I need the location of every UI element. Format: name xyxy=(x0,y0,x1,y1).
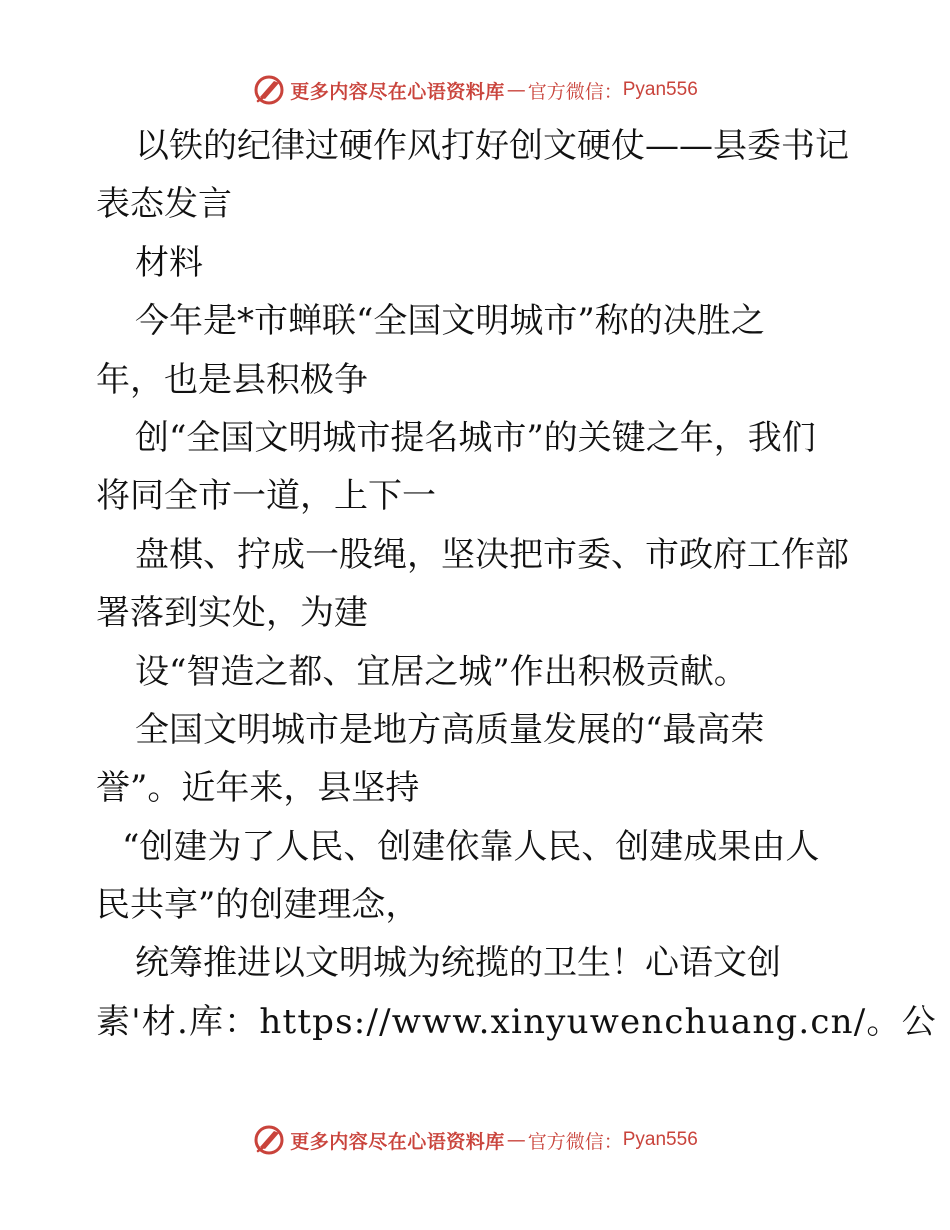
text-line: 盘棋、拧成一股绳，坚决把市委、市政府工作部 xyxy=(135,534,849,575)
text-line: 年，也是县积极争 xyxy=(96,359,368,400)
text-line: 署落到实处，为建 xyxy=(96,593,368,634)
quill-pen-logo-icon xyxy=(252,1123,286,1157)
text-line: 民共享”的创建理念， xyxy=(96,885,420,926)
watermark-wechat-label: 官方微信： xyxy=(527,1130,623,1153)
text-line: 材料 xyxy=(135,242,203,283)
quill-pen-logo-icon xyxy=(252,73,286,107)
text-line: 创“全国文明城市提名城市”的关键之年，我们 xyxy=(135,417,816,458)
watermark-wechat-id: Pyan556 xyxy=(622,1129,698,1150)
watermark-wechat-id: Pyan556 xyxy=(622,79,698,100)
watermark-banner-top xyxy=(0,70,950,110)
text-line: 表态发言 xyxy=(96,184,232,225)
text-line: 统筹推进以文明城为统揽的卫生！心语文创 xyxy=(135,943,781,984)
text-line: 将同全市一道，上下一 xyxy=(96,476,436,517)
text-line: 今年是*市蝉联“全国文明城市”称的决胜之 xyxy=(135,301,765,342)
text-line: “创建为了人民、创建依靠人民、创建成果由人 xyxy=(122,826,820,867)
watermark-main-text: 更多内容尽在心语资料库 xyxy=(290,1130,505,1153)
text-line: 设“智造之都、宜居之城”作出积极贡献。 xyxy=(135,651,748,692)
document-body xyxy=(96,117,937,1051)
text-line: 素'材.库：https://www.xinyuwenchuang.cn/。公 xyxy=(96,1001,937,1042)
watermark-dash: — xyxy=(506,1129,526,1151)
watermark-banner-bottom xyxy=(0,1120,950,1160)
watermark-wechat-label: 官方微信： xyxy=(527,80,623,103)
watermark-dash: — xyxy=(506,79,526,101)
text-line: 誉”。近年来，县坚持 xyxy=(96,768,420,809)
watermark-main-text: 更多内容尽在心语资料库 xyxy=(290,80,505,103)
text-line: 全国文明城市是地方高质量发展的“最高荣 xyxy=(135,709,765,750)
text-line: 以铁的纪律过硬作风打好创文硬仗——县委书记 xyxy=(135,126,849,166)
